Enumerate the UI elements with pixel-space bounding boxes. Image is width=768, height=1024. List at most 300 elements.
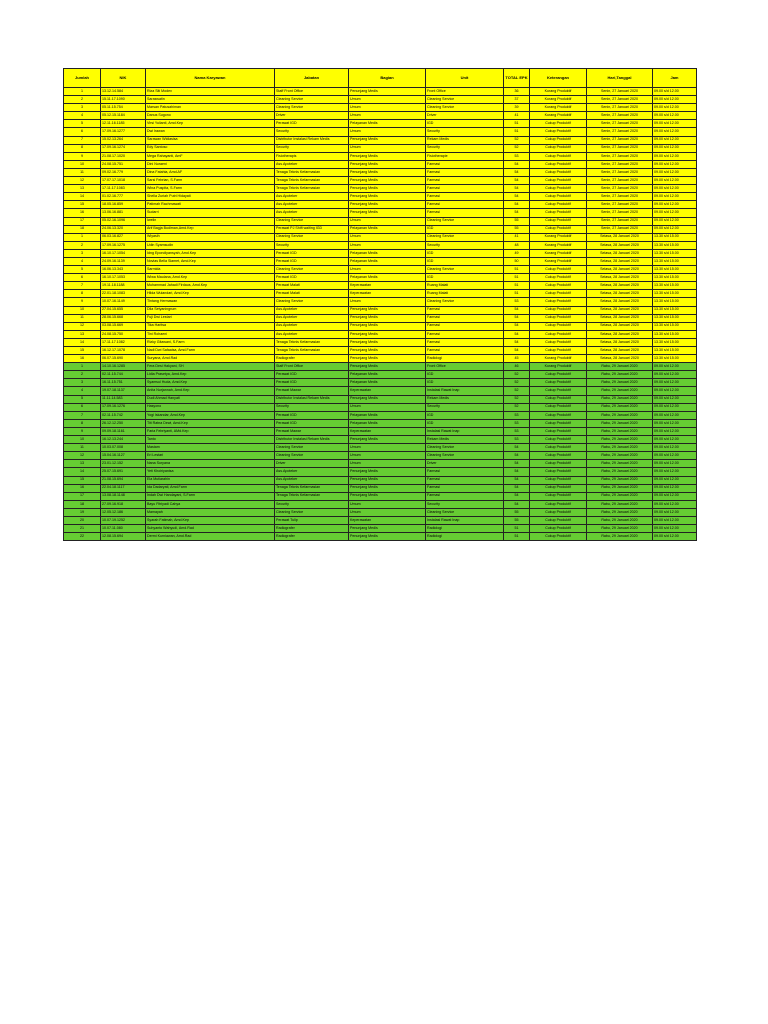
nik-cell: 25.07.15.691 <box>101 468 146 476</box>
hari-tanggal-cell: Senin, 27 Januari 2020 <box>587 160 653 168</box>
hari-tanggal-cell: Rabu, 29 Januari 2020 <box>587 395 653 403</box>
total-epk-cell: 54 <box>504 484 530 492</box>
bagian-cell: Pelayanan Medis <box>349 274 426 282</box>
table-row <box>64 427 697 435</box>
jabatan-cell: Ass.Apoteker <box>275 314 349 322</box>
total-epk-cell: 41 <box>504 112 530 120</box>
bagian-cell: Penunjang Medis <box>349 201 426 209</box>
jumlah-cell: 11 <box>64 168 101 176</box>
table-row <box>64 193 697 201</box>
table-row <box>64 144 697 152</box>
unit-cell: Instalasi Rawat Inap <box>426 387 504 395</box>
nik-cell: 28.06.15.668 <box>101 314 146 322</box>
unit-cell: Security <box>426 241 504 249</box>
nama-cell: Saraswatin <box>146 96 275 104</box>
hari-tanggal-cell: Selasa, 28 Januari 2020 <box>587 338 653 346</box>
total-epk-cell: 52 <box>504 403 530 411</box>
nama-cell: Riza Siti Modev <box>146 88 275 96</box>
bagian-cell: Umum <box>349 298 426 306</box>
jumlah-cell: 22 <box>64 533 101 541</box>
jam-cell: 09.00 s/d 12.00 <box>653 427 697 435</box>
total-epk-cell: 51 <box>504 120 530 128</box>
table-row <box>64 314 697 322</box>
jabatan-cell: Tenaga Teknis Kefarmasian <box>275 185 349 193</box>
jumlah-cell: 20 <box>64 516 101 524</box>
hari-tanggal-cell: Rabu, 29 Januari 2020 <box>587 444 653 452</box>
total-epk-cell: 37 <box>504 96 530 104</box>
jumlah-cell: 16 <box>64 355 101 363</box>
unit-cell: IGD <box>426 379 504 387</box>
table-row <box>64 152 697 160</box>
total-epk-cell: 49 <box>504 249 530 257</box>
keterangan-cell: Cukup Produktif <box>530 225 587 233</box>
hari-tanggal-cell: Rabu, 29 Januari 2020 <box>587 484 653 492</box>
jabatan-cell: Perawat IGD <box>275 411 349 419</box>
total-epk-cell: 54 <box>504 347 530 355</box>
table-row <box>64 500 697 508</box>
bagian-cell: Penunjang Medis <box>349 160 426 168</box>
keterangan-cell: Cukup Produktif <box>530 379 587 387</box>
jumlah-cell: 19 <box>64 508 101 516</box>
jabatan-cell: Security <box>275 144 349 152</box>
jabatan-cell: Ass.Apoteker <box>275 193 349 201</box>
total-epk-cell: 41 <box>504 233 530 241</box>
total-epk-cell: 39 <box>504 104 530 112</box>
header-unit: Unit <box>426 69 504 88</box>
nama-cell: Suryana, Amd.Rad <box>146 355 275 363</box>
unit-cell: IGD <box>426 411 504 419</box>
jumlah-cell: 21 <box>64 525 101 533</box>
jumlah-cell: 10 <box>64 436 101 444</box>
jam-cell: 13.30 s/d 15.00 <box>653 249 697 257</box>
nama-cell: Sudarri <box>146 209 275 217</box>
hari-tanggal-cell: Senin, 27 Januari 2020 <box>587 96 653 104</box>
bagian-cell: Penunjang Medis <box>349 177 426 185</box>
hari-tanggal-cell: Senin, 27 Januari 2020 <box>587 128 653 136</box>
table-row <box>64 217 697 225</box>
unit-cell: IGD <box>426 120 504 128</box>
jabatan-cell: Cleaning Service <box>275 266 349 274</box>
jam-cell: 09.00 s/d 12.00 <box>653 120 697 128</box>
jabatan-cell: Tenaga Teknis Kefarmasian <box>275 338 349 346</box>
keterangan-cell: Cukup Produktif <box>530 193 587 201</box>
unit-cell: Cleaning Service <box>426 298 504 306</box>
table-row <box>64 476 697 484</box>
header-total-epk: TOTAL EPK <box>504 69 530 88</box>
jabatan-cell: Cleaning Service <box>275 233 349 241</box>
jam-cell: 09.00 s/d 12.00 <box>653 371 697 379</box>
keterangan-cell: Cukup Produktif <box>530 508 587 516</box>
nama-cell: Dermi Kurniawan, Amd.Rad <box>146 533 275 541</box>
jumlah-cell: 9 <box>64 152 101 160</box>
nik-cell: 14.10.16.1285 <box>101 363 146 371</box>
nama-cell: Wiyasih <box>146 233 275 241</box>
jam-cell: 09.00 s/d 12.00 <box>653 201 697 209</box>
bagian-cell: Keperawatan <box>349 290 426 298</box>
hari-tanggal-cell: Rabu, 29 Januari 2020 <box>587 419 653 427</box>
jabatan-cell: Distributor Instalasi Rekam Medis <box>275 395 349 403</box>
bagian-cell: Penunjang Medis <box>349 492 426 500</box>
total-epk-cell: 53 <box>504 427 530 435</box>
hari-tanggal-cell: Selasa, 28 Januari 2020 <box>587 266 653 274</box>
nik-cell: 15.11.17.1090 <box>101 96 146 104</box>
unit-cell: Farmasi <box>426 209 504 217</box>
table-row <box>64 249 697 257</box>
nama-cell: Arif Bagja Budiman,Amd.Kep <box>146 225 275 233</box>
nik-cell: 16.12.13.244 <box>101 436 146 444</box>
header-jam: Jam <box>653 69 697 88</box>
jabatan-cell: Staff Front Office <box>275 363 349 371</box>
table-body <box>64 88 697 541</box>
nama-cell: Bayu Fitriyadi Cahya <box>146 500 275 508</box>
nik-cell: 16.10.17.1054 <box>101 249 146 257</box>
jam-cell: 09.00 s/d 12.00 <box>653 363 697 371</box>
total-epk-cell: 54 <box>504 322 530 330</box>
jam-cell: 09.00 s/d 12.00 <box>653 225 697 233</box>
jam-cell: 13.30 s/d 15.00 <box>653 330 697 338</box>
jabatan-cell: Security <box>275 128 349 136</box>
unit-cell: Cleaning Service <box>426 452 504 460</box>
total-epk-cell: 52 <box>504 387 530 395</box>
total-epk-cell: 54 <box>504 168 530 176</box>
keterangan-cell: Cukup Produktif <box>530 298 587 306</box>
nama-cell: Indah Dwi Handayani, S.Farm <box>146 492 275 500</box>
bagian-cell: Penunjang Medis <box>349 436 426 444</box>
nik-cell: 16.10.17.1053 <box>101 274 146 282</box>
jabatan-cell: Ass.Apoteker <box>275 468 349 476</box>
nik-cell: 17.11.17.1082 <box>101 338 146 346</box>
hari-tanggal-cell: Senin, 27 Januari 2020 <box>587 225 653 233</box>
unit-cell: Rekam Medis <box>426 136 504 144</box>
total-epk-cell: 54 <box>504 492 530 500</box>
table-row <box>64 338 697 346</box>
nik-cell: 13.06.16.881 <box>101 209 146 217</box>
keterangan-cell: Kurang Produktif <box>530 96 587 104</box>
total-epk-cell: 51 <box>504 282 530 290</box>
jam-cell: 13.30 s/d 15.00 <box>653 274 697 282</box>
hari-tanggal-cell: Senin, 27 Januari 2020 <box>587 185 653 193</box>
keterangan-cell: Cukup Produktif <box>530 160 587 168</box>
nik-cell: 12.08.15.694 <box>101 533 146 541</box>
nama-cell: Titi Ratna Dewi, Amd.Kep <box>146 419 275 427</box>
unit-cell: Radiologi <box>426 525 504 533</box>
jam-cell: 13.30 s/d 15.00 <box>653 233 697 241</box>
header-jumlah: Jumlah <box>64 69 101 88</box>
jam-cell: 09.00 s/d 12.00 <box>653 160 697 168</box>
jam-cell: 09.00 s/d 12.00 <box>653 168 697 176</box>
nama-cell: Faria Febriyanti, AMd.Kep <box>146 427 275 435</box>
keterangan-cell: Cukup Produktif <box>530 136 587 144</box>
nik-cell: 17.09.16.1274 <box>101 144 146 152</box>
header-hari-tanggal: Hari,Tanggal <box>587 69 653 88</box>
bagian-cell: Penunjang Medis <box>349 193 426 201</box>
keterangan-cell: Cukup Produktif <box>530 395 587 403</box>
keterangan-cell: Cukup Produktif <box>530 185 587 193</box>
bagian-cell: Penunjang Medis <box>349 525 426 533</box>
hari-tanggal-cell: Rabu, 29 Januari 2020 <box>587 492 653 500</box>
jabatan-cell: Tenaga Teknis Kefarmasian <box>275 484 349 492</box>
jabatan-cell: Staff Front Office <box>275 88 349 96</box>
nama-cell: Udin Syamsudin <box>146 241 275 249</box>
jumlah-cell: 10 <box>64 160 101 168</box>
table-row <box>64 112 697 120</box>
jam-cell: 09.00 s/d 12.00 <box>653 533 697 541</box>
nama-cell: Dwi Irawan <box>146 128 275 136</box>
nik-cell: 10.07.16.1149 <box>101 298 146 306</box>
jam-cell: 13.30 s/d 15.00 <box>653 314 697 322</box>
keterangan-cell: Cukup Produktif <box>530 274 587 282</box>
nama-cell: Yogi Iskandar, Amd.Kep <box>146 411 275 419</box>
table-row <box>64 347 697 355</box>
hari-tanggal-cell: Senin, 27 Januari 2020 <box>587 177 653 185</box>
nama-cell: Suhyanto Wahyudi, Amd.Rad <box>146 525 275 533</box>
jam-cell: 13.30 s/d 15.00 <box>653 241 697 249</box>
table-row <box>64 96 697 104</box>
table-row <box>64 225 697 233</box>
table-row <box>64 257 697 265</box>
bagian-cell: Keperawatan <box>349 516 426 524</box>
jam-cell: 09.00 s/d 12.00 <box>653 104 697 112</box>
nik-cell: 13.12.14.584 <box>101 88 146 96</box>
unit-cell: Cleaning Service <box>426 508 504 516</box>
keterangan-cell: Cukup Produktif <box>530 144 587 152</box>
jam-cell: 09.00 s/d 12.00 <box>653 379 697 387</box>
jumlah-cell: 6 <box>64 403 101 411</box>
bagian-cell: Keperawatan <box>349 282 426 290</box>
hari-tanggal-cell: Selasa, 28 Januari 2020 <box>587 298 653 306</box>
jabatan-cell: Radiografer <box>275 355 349 363</box>
hari-tanggal-cell: Senin, 27 Januari 2020 <box>587 120 653 128</box>
jabatan-cell: Perawat Tulip <box>275 516 349 524</box>
keterangan-cell: Kurang Produktif <box>530 355 587 363</box>
table-row <box>64 282 697 290</box>
nama-cell: Sarawan Widiasisa <box>146 136 275 144</box>
nik-cell: 19.11.18.1188 <box>101 282 146 290</box>
nama-cell: Tintang Hermawan <box>146 298 275 306</box>
jam-cell: 09.00 s/d 12.00 <box>653 468 697 476</box>
keterangan-cell: Cukup Produktif <box>530 403 587 411</box>
total-epk-cell: 55 <box>504 508 530 516</box>
table-row <box>64 177 697 185</box>
unit-cell: Cleaning Service <box>426 104 504 112</box>
unit-cell: IGD <box>426 274 504 282</box>
bagian-cell: Umum <box>349 128 426 136</box>
unit-cell: Security <box>426 128 504 136</box>
keterangan-cell: Cukup Produktif <box>530 460 587 468</box>
nik-cell: 16.11.15.751 <box>101 379 146 387</box>
unit-cell: Security <box>426 403 504 411</box>
bagian-cell: Pelayanan Medis <box>349 411 426 419</box>
jabatan-cell: Cleaning Service <box>275 96 349 104</box>
nik-cell: 24.09.16.1139 <box>101 257 146 265</box>
unit-cell: Security <box>426 144 504 152</box>
table-row <box>64 120 697 128</box>
jumlah-cell: 6 <box>64 128 101 136</box>
total-epk-cell: 52 <box>504 395 530 403</box>
keterangan-cell: Cukup Produktif <box>530 314 587 322</box>
nik-cell: 10.03.07.008 <box>101 444 146 452</box>
nik-cell: 18.05.16.859 <box>101 201 146 209</box>
bagian-cell: Pelayanan Medis <box>349 371 426 379</box>
jabatan-cell: Cleaning Service <box>275 444 349 452</box>
hari-tanggal-cell: Selasa, 28 Januari 2020 <box>587 330 653 338</box>
jabatan-cell: Fisiotherapis <box>275 152 349 160</box>
keterangan-cell: Cukup Produktif <box>530 452 587 460</box>
keterangan-cell: Cukup Produktif <box>530 152 587 160</box>
unit-cell: Ruang Malati <box>426 290 504 298</box>
table-row <box>64 452 697 460</box>
jumlah-cell: 14 <box>64 468 101 476</box>
nama-cell: Idng Epondiyansyah, Amd.Kep <box>146 249 275 257</box>
nama-cell: Anita Nurjannah, Amd.Kep <box>146 387 275 395</box>
jam-cell: 09.00 s/d 12.00 <box>653 500 697 508</box>
nama-cell: Hasyono <box>146 403 275 411</box>
jumlah-cell: 7 <box>64 411 101 419</box>
jumlah-cell: 5 <box>64 266 101 274</box>
nik-cell: 23.01.12.152 <box>101 460 146 468</box>
jumlah-cell: 4 <box>64 257 101 265</box>
nik-cell: 22.04.18.1117 <box>101 484 146 492</box>
jumlah-cell: 14 <box>64 338 101 346</box>
jam-cell: 09.00 s/d 12.00 <box>653 492 697 500</box>
keterangan-cell: Kurang Produktif <box>530 249 587 257</box>
bagian-cell: Umum <box>349 112 426 120</box>
nik-cell: 10.07.19.1252 <box>101 516 146 524</box>
bagian-cell: Umum <box>349 444 426 452</box>
table-row <box>64 128 697 136</box>
nik-cell: 21.08.15.694 <box>101 476 146 484</box>
total-epk-cell: 54 <box>504 209 530 217</box>
nik-cell: 22.01.18.1083 <box>101 290 146 298</box>
bagian-cell: Pelayanan Medis <box>349 419 426 427</box>
keterangan-cell: Kurang Produktif <box>530 88 587 96</box>
nama-cell: Syamsul Huda, Amd.Kep <box>146 379 275 387</box>
jam-cell: 13.30 s/d 15.00 <box>653 257 697 265</box>
total-epk-cell: 52 <box>504 136 530 144</box>
hari-tanggal-cell: Rabu, 29 Januari 2020 <box>587 525 653 533</box>
nik-cell: 17.09.16.1275 <box>101 241 146 249</box>
keterangan-cell: Cukup Produktif <box>530 476 587 484</box>
total-epk-cell: 54 <box>504 460 530 468</box>
hari-tanggal-cell: Selasa, 28 Januari 2020 <box>587 274 653 282</box>
jam-cell: 13.30 s/d 15.00 <box>653 355 697 363</box>
nama-cell: Rizky Gitawani, S.Farm <box>146 338 275 346</box>
hari-tanggal-cell: Rabu, 29 Januari 2020 <box>587 452 653 460</box>
hari-tanggal-cell: Rabu, 29 Januari 2020 <box>587 363 653 371</box>
jumlah-cell: 9 <box>64 427 101 435</box>
unit-cell: Front Office <box>426 363 504 371</box>
nama-cell: Dudi Ahmad Hanyati <box>146 395 275 403</box>
jumlah-cell: 3 <box>64 249 101 257</box>
unit-cell: Farmasi <box>426 468 504 476</box>
hari-tanggal-cell: Rabu, 29 Januari 2020 <box>587 476 653 484</box>
table-row <box>64 363 697 371</box>
jam-cell: 09.00 s/d 12.00 <box>653 436 697 444</box>
jabatan-cell: Cleaning Service <box>275 452 349 460</box>
table-row <box>64 371 697 379</box>
jam-cell: 13.30 s/d 15.00 <box>653 322 697 330</box>
jam-cell: 09.00 s/d 12.00 <box>653 411 697 419</box>
jumlah-cell: 16 <box>64 209 101 217</box>
total-epk-cell: 53 <box>504 411 530 419</box>
unit-cell: IGD <box>426 249 504 257</box>
jam-cell: 09.00 s/d 12.00 <box>653 185 697 193</box>
nama-cell: Marsan Patusahiman <box>146 104 275 112</box>
bagian-cell: Penunjang Medis <box>349 338 426 346</box>
jam-cell: 09.00 s/d 12.00 <box>653 152 697 160</box>
total-epk-cell: 54 <box>504 468 530 476</box>
keterangan-cell: Cukup Produktif <box>530 419 587 427</box>
total-epk-cell: 54 <box>504 185 530 193</box>
nama-cell: Dila Setyaningrum <box>146 306 275 314</box>
table-row <box>64 104 697 112</box>
bagian-cell: Penunjang Medis <box>349 314 426 322</box>
jam-cell: 09.00 s/d 12.00 <box>653 516 697 524</box>
jabatan-cell: Perawat IGD <box>275 257 349 265</box>
table-header <box>64 69 697 88</box>
header-bagian: Bagian <box>349 69 426 88</box>
header-nama-karyawan: Nama Karyawan <box>146 69 275 88</box>
table-row <box>64 290 697 298</box>
unit-cell: Radiologi <box>426 355 504 363</box>
nik-cell: 15.04.16.1127 <box>101 452 146 460</box>
hari-tanggal-cell: Rabu, 29 Januari 2020 <box>587 468 653 476</box>
total-epk-cell: 54 <box>504 338 530 346</box>
jumlah-cell: 3 <box>64 104 101 112</box>
nama-cell: Nadi Dwi Safaaisa, Amd.Farm <box>146 347 275 355</box>
keterangan-cell: Cukup Produktif <box>530 168 587 176</box>
jabatan-cell: Cleaning Service <box>275 508 349 516</box>
jumlah-cell: 8 <box>64 419 101 427</box>
unit-cell: Rekam Medis <box>426 395 504 403</box>
keterangan-cell: Cukup Produktif <box>530 525 587 533</box>
hari-tanggal-cell: Senin, 27 Januari 2020 <box>587 144 653 152</box>
unit-cell: Instalasi Rawat Inap <box>426 427 504 435</box>
jam-cell: 09.00 s/d 12.00 <box>653 96 697 104</box>
bagian-cell: Umum <box>349 104 426 112</box>
nama-cell: Sarmida <box>146 266 275 274</box>
nik-cell: 09.09.18.1161 <box>101 427 146 435</box>
table-row <box>64 266 697 274</box>
unit-cell: Farmasi <box>426 322 504 330</box>
bagian-cell: Pelayanan Medis <box>349 257 426 265</box>
hari-tanggal-cell: Senin, 27 Januari 2020 <box>587 193 653 201</box>
jabatan-cell: Ass.Apoteker <box>275 201 349 209</box>
nama-cell: Novias Bella Slamet, Amd.Kep <box>146 257 275 265</box>
unit-cell: Cleaning Service <box>426 444 504 452</box>
table-row <box>64 516 697 524</box>
bagian-cell: Pelayanan Medis <box>349 225 426 233</box>
keterangan-cell: Cukup Produktif <box>530 468 587 476</box>
bagian-cell: Penunjang Medis <box>349 88 426 96</box>
keterangan-cell: Cukup Produktif <box>530 217 587 225</box>
total-epk-cell: 54 <box>504 476 530 484</box>
jabatan-cell: Ass.Apoteker <box>275 209 349 217</box>
jumlah-cell: 8 <box>64 290 101 298</box>
jam-cell: 09.00 s/d 12.00 <box>653 508 697 516</box>
nik-cell: 05.11.15.754 <box>101 104 146 112</box>
nik-cell: 13.08.18.1148 <box>101 492 146 500</box>
hari-tanggal-cell: Rabu, 29 Januari 2020 <box>587 460 653 468</box>
jam-cell: 09.00 s/d 12.00 <box>653 112 697 120</box>
keterangan-cell: Kurang Produktif <box>530 241 587 249</box>
hari-tanggal-cell: Rabu, 29 Januari 2020 <box>587 379 653 387</box>
total-epk-cell: 55 <box>504 217 530 225</box>
jumlah-cell: 9 <box>64 298 101 306</box>
jam-cell: 09.00 s/d 12.00 <box>653 177 697 185</box>
total-epk-cell: 54 <box>504 452 530 460</box>
total-epk-cell: 52 <box>504 144 530 152</box>
